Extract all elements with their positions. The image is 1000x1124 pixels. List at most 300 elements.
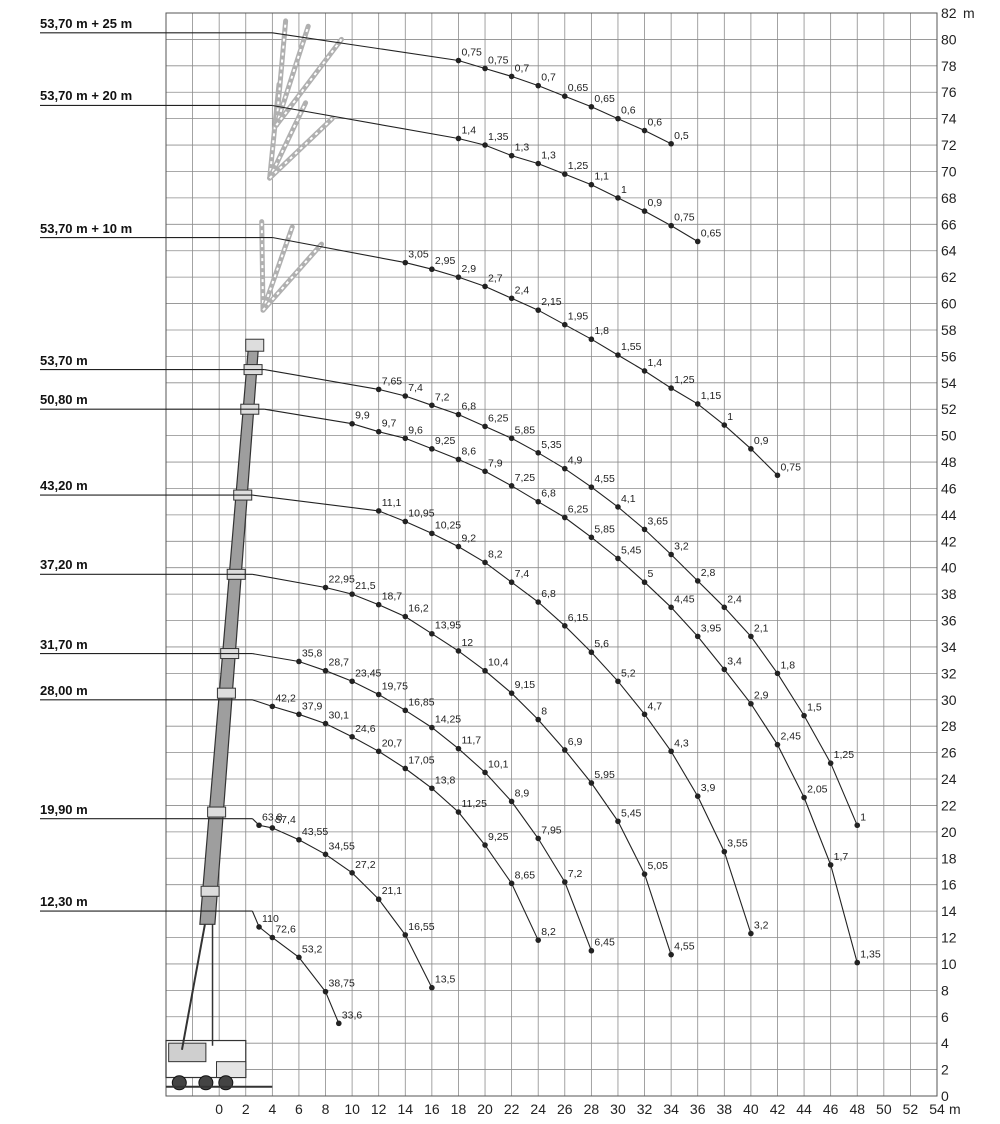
data-point (296, 659, 302, 665)
y-tick-label: 14 (941, 903, 957, 920)
crane-driver-cab (217, 1062, 246, 1078)
point-label: 0,75 (461, 46, 482, 59)
y-tick-label: 42 (941, 533, 957, 550)
x-tick-label: 34 (663, 1101, 679, 1117)
point-label: 3,65 (647, 515, 668, 528)
point-label: 5 (647, 568, 654, 581)
data-point (256, 924, 262, 930)
x-tick-label: 12 (370, 1101, 387, 1117)
point-label: 1,4 (461, 124, 477, 137)
data-point (854, 822, 860, 828)
data-point (642, 871, 648, 877)
point-label: 0,6 (647, 116, 663, 129)
data-point (376, 387, 382, 393)
point-label: 7,2 (434, 391, 450, 404)
point-label: 16,85 (408, 696, 435, 709)
data-point (615, 352, 621, 358)
boom-label: 37,20 m (40, 557, 88, 573)
data-point (668, 223, 674, 229)
point-label: 8,65 (514, 869, 536, 882)
data-point (562, 623, 568, 629)
point-label: 19,75 (381, 680, 408, 693)
data-point (402, 260, 408, 266)
point-label: 2,9 (461, 263, 477, 276)
data-point (642, 208, 648, 214)
data-point (828, 760, 834, 766)
y-tick-label: 56 (941, 348, 957, 365)
data-point (402, 932, 408, 938)
data-point (854, 960, 860, 966)
point-label: 1 (727, 411, 734, 424)
data-point (349, 591, 355, 597)
data-point (801, 795, 807, 801)
point-label: 63,8 (262, 811, 283, 824)
data-point (509, 483, 515, 489)
point-label: 6,45 (594, 936, 615, 949)
point-label: 3,2 (753, 919, 769, 932)
data-point (775, 472, 781, 478)
point-label: 20,7 (381, 737, 403, 750)
point-label: 12 (461, 636, 474, 649)
y-tick-label: 60 (941, 295, 957, 312)
data-point (589, 182, 595, 188)
point-label: 1 (860, 811, 867, 824)
boom-label: 31,70 m (40, 636, 88, 652)
point-label: 1,4 (647, 356, 663, 369)
crane-boom-collar (217, 688, 235, 698)
point-label: 10,95 (408, 507, 435, 520)
data-point (562, 93, 568, 99)
data-point (402, 393, 408, 399)
point-label: 8,2 (541, 926, 556, 939)
point-label: 0,6 (620, 104, 636, 117)
data-point (695, 793, 701, 799)
data-point (509, 881, 515, 887)
x-tick-label: 20 (477, 1101, 493, 1117)
data-point (535, 937, 541, 943)
point-label: 9,2 (461, 532, 477, 545)
data-point (456, 412, 462, 418)
y-tick-label: 4 (941, 1035, 949, 1052)
x-tick-label: 30 (610, 1101, 626, 1117)
boom-label: 53,70 m + 25 m (40, 15, 133, 31)
data-point (429, 785, 435, 791)
point-label: 16,55 (408, 920, 435, 933)
data-point (456, 809, 462, 815)
data-point (722, 849, 728, 855)
boom-label: 53,70 m + 10 m (40, 220, 133, 236)
data-point (376, 896, 382, 902)
point-label: 8,6 (461, 445, 477, 458)
point-label: 4,55 (674, 940, 695, 953)
data-point (509, 74, 515, 80)
point-label: 38,75 (328, 977, 355, 990)
y-tick-label: 28 (941, 718, 957, 735)
point-label: 1,3 (541, 149, 556, 162)
point-label: 110 (262, 912, 279, 925)
data-point (562, 879, 568, 885)
crane-boom-collar (208, 807, 226, 817)
point-label: 9,9 (355, 409, 370, 422)
y-tick-label: 76 (941, 84, 957, 101)
data-point (296, 837, 302, 843)
data-point (509, 579, 515, 585)
point-label: 17,05 (408, 754, 435, 767)
y-tick-label: 0 (941, 1088, 949, 1104)
y-tick-label: 18 (941, 850, 957, 867)
point-label: 6,8 (461, 400, 477, 413)
y-tick-label: 50 (941, 427, 957, 444)
x-tick-label: 26 (557, 1101, 573, 1117)
data-point (535, 499, 541, 505)
point-label: 10,4 (488, 656, 509, 669)
point-label: 5,35 (541, 438, 562, 451)
point-label: 2,4 (727, 593, 742, 606)
data-point (535, 161, 541, 167)
point-label: 23,45 (355, 667, 382, 680)
x-tick-label: 52 (902, 1101, 919, 1117)
data-point (535, 307, 541, 313)
point-label: 10,25 (434, 519, 462, 532)
point-label: 1,35 (860, 948, 881, 961)
point-label: 4,9 (567, 454, 583, 467)
data-point (668, 552, 674, 558)
data-point (668, 748, 674, 754)
point-label: 7,95 (541, 824, 562, 837)
data-point (323, 585, 329, 591)
y-tick-label: 72 (941, 137, 957, 154)
point-label: 2,9 (753, 689, 769, 702)
x-tick-label: 48 (849, 1101, 866, 1117)
data-point (509, 435, 515, 441)
data-point (482, 560, 488, 566)
data-point (376, 429, 382, 435)
data-point (323, 989, 329, 995)
point-label: 24,6 (355, 722, 376, 735)
crane-boom-head (246, 339, 264, 351)
x-tick-label: 6 (295, 1101, 303, 1117)
point-label: 2,95 (434, 255, 456, 268)
data-point (509, 799, 515, 805)
data-point (615, 818, 621, 824)
point-label: 5,85 (594, 523, 615, 536)
data-point (535, 717, 541, 723)
point-label: 0,9 (753, 434, 769, 447)
point-label: 6,25 (488, 412, 509, 425)
y-tick-label: 68 (941, 189, 957, 206)
data-point (668, 141, 674, 147)
point-label: 21,5 (355, 580, 376, 593)
y-tick-label: 82 (941, 5, 957, 21)
point-label: 21,1 (381, 885, 403, 898)
y-tick-label: 16 (941, 876, 957, 893)
data-point (482, 468, 488, 474)
data-point (615, 504, 621, 510)
crane-cab (169, 1043, 206, 1061)
y-tick-label: 46 (941, 480, 957, 497)
y-tick-label: 44 (941, 506, 957, 523)
point-label: 3,55 (727, 837, 748, 850)
point-label: 0,65 (594, 92, 615, 105)
data-point (642, 579, 648, 585)
data-point (642, 527, 648, 533)
data-point (589, 948, 595, 954)
data-point (296, 955, 302, 961)
point-label: 5,95 (594, 768, 615, 781)
point-label: 1,1 (594, 170, 609, 183)
data-point (429, 531, 435, 537)
point-label: 57,4 (275, 813, 296, 826)
point-label: 1 (620, 183, 627, 196)
x-tick-label: 8 (321, 1101, 330, 1117)
point-label: 9,6 (408, 424, 423, 437)
data-point (429, 725, 435, 731)
point-label: 4,45 (674, 593, 695, 606)
boom-label: 28,00 m (40, 682, 88, 698)
data-point (376, 508, 382, 514)
y-tick-label: 24 (941, 771, 957, 788)
point-label: 34,55 (328, 840, 355, 853)
data-point (642, 712, 648, 718)
point-label: 16,2 (408, 602, 429, 615)
x-tick-label: 2 (241, 1101, 250, 1117)
data-point (323, 721, 329, 727)
x-tick-label: 18 (450, 1101, 467, 1117)
point-label: 2,05 (807, 783, 828, 796)
point-label: 28,7 (328, 656, 349, 669)
y-tick-label: 52 (941, 401, 957, 418)
data-point (695, 634, 701, 640)
point-label: 13,5 (434, 973, 456, 986)
data-point (456, 274, 462, 280)
data-point (615, 556, 621, 562)
boom-label: 19,90 m (40, 801, 88, 817)
point-label: 22,95 (328, 573, 355, 586)
y-tick-label: 26 (941, 744, 957, 761)
data-point (482, 424, 488, 430)
point-label: 9,7 (381, 417, 397, 430)
point-label: 35,8 (301, 647, 323, 660)
point-label: 6,25 (567, 503, 589, 516)
point-label: 3,95 (700, 622, 722, 635)
point-label: 7,2 (567, 868, 583, 881)
point-label: 1,55 (620, 341, 642, 354)
point-label: 3,4 (727, 655, 742, 668)
data-point (642, 368, 648, 374)
point-label: 0,7 (514, 62, 530, 75)
x-tick-label: 14 (397, 1101, 414, 1117)
point-label: 27,2 (355, 858, 376, 871)
data-point (256, 822, 262, 828)
point-label: 3,05 (408, 248, 429, 261)
data-point (748, 931, 754, 937)
data-point (695, 578, 701, 584)
data-point (589, 780, 595, 786)
y-tick-label: 34 (941, 638, 957, 655)
point-label: 1,3 (514, 141, 530, 154)
point-label: 6,8 (541, 487, 556, 500)
boom-label: 53,70 m + 20 m (40, 88, 133, 104)
point-label: 43,55 (301, 825, 329, 838)
point-label: 1,95 (567, 310, 589, 323)
data-point (535, 450, 541, 456)
y-tick-label: 62 (941, 269, 957, 286)
data-point (535, 599, 541, 605)
data-point (589, 649, 595, 655)
point-label: 4,3 (674, 737, 689, 750)
y-tick-label: 22 (941, 797, 957, 814)
y-tick-label: 38 (941, 586, 957, 603)
point-label: 7,9 (488, 457, 503, 470)
point-label: 5,45 (620, 544, 642, 557)
boom-label: 53,70 m (40, 352, 88, 368)
point-label: 5,85 (514, 424, 536, 437)
point-label: 6,8 (541, 588, 556, 601)
point-label: 2,45 (780, 730, 801, 743)
x-tick-label: 4 (268, 1101, 277, 1117)
data-point (562, 322, 568, 328)
data-point (323, 852, 329, 858)
point-label: 2,1 (753, 622, 769, 635)
data-point (695, 239, 701, 245)
y-tick-label: 2 (941, 1061, 949, 1078)
data-point (562, 515, 568, 521)
data-point (402, 435, 408, 441)
point-label: 5,05 (647, 860, 668, 873)
data-point (323, 668, 329, 674)
data-point (748, 634, 754, 640)
x-tick-label: 40 (743, 1101, 759, 1117)
y-tick-label: 54 (941, 374, 957, 391)
data-point (349, 870, 355, 876)
point-label: 3,9 (700, 782, 716, 795)
point-label: 1,15 (700, 389, 722, 402)
boom-label: 12,30 m (40, 894, 88, 910)
point-label: 0,65 (567, 82, 589, 95)
x-tick-label: 24 (530, 1101, 546, 1117)
point-label: 2,8 (700, 566, 716, 579)
point-label: 0,7 (541, 71, 556, 84)
data-point (456, 544, 462, 550)
y-tick-label: 70 (941, 163, 957, 180)
point-label: 33,6 (341, 1009, 363, 1022)
data-point (589, 535, 595, 541)
data-point (456, 457, 462, 463)
point-label: 10,1 (488, 758, 509, 771)
point-label: 0,9 (647, 197, 663, 210)
point-label: 7,65 (381, 375, 403, 388)
point-label: 0,75 (780, 461, 801, 474)
x-tick-label: 36 (689, 1101, 706, 1117)
point-label: 8 (541, 705, 548, 718)
point-label: 1,25 (674, 374, 695, 387)
point-label: 53,2 (301, 943, 323, 956)
point-label: 13,8 (434, 774, 456, 787)
point-label: 1,35 (488, 131, 509, 144)
data-point (695, 401, 701, 407)
point-label: 11,7 (461, 734, 482, 747)
data-point (296, 712, 302, 718)
data-point (456, 648, 462, 654)
y-tick-label: 48 (941, 454, 957, 471)
x-tick-label: 44 (796, 1101, 812, 1117)
point-label: 30,1 (328, 709, 349, 722)
point-label: 6,15 (567, 611, 589, 624)
data-point (589, 484, 595, 490)
data-point (615, 678, 621, 684)
crane-jib (262, 222, 263, 310)
data-point (456, 746, 462, 752)
data-point (775, 671, 781, 677)
data-point (509, 690, 515, 696)
point-label: 0,5 (674, 129, 689, 142)
data-point (349, 678, 355, 684)
y-tick-label: 80 (941, 31, 957, 48)
data-point (429, 402, 435, 408)
data-point (722, 422, 728, 428)
point-label: 3,2 (674, 540, 689, 553)
point-label: 1,8 (780, 659, 796, 672)
data-point (270, 704, 276, 710)
point-label: 13,95 (434, 619, 462, 632)
data-point (482, 284, 488, 290)
crane-boom-collar (201, 886, 219, 896)
data-point (642, 128, 648, 134)
point-label: 14,25 (434, 713, 462, 726)
y-tick-label: 10 (941, 955, 957, 972)
point-label: 7,4 (514, 568, 530, 581)
data-point (349, 421, 355, 427)
point-label: 42,2 (275, 692, 296, 705)
x-tick-label: 54 (929, 1101, 945, 1117)
point-label: 2,4 (514, 284, 530, 297)
data-point (429, 631, 435, 637)
point-label: 1,5 (807, 701, 822, 714)
x-axis-ticks (215, 1101, 960, 1117)
data-point (668, 605, 674, 611)
x-tick-label: 16 (424, 1101, 440, 1117)
data-point (509, 295, 515, 301)
point-label: 9,25 (488, 831, 509, 844)
data-point (482, 66, 488, 72)
data-point (376, 692, 382, 698)
y-tick-label: 74 (941, 110, 957, 127)
point-label: 72,6 (275, 923, 296, 936)
point-label: 5,6 (594, 638, 609, 651)
data-point (828, 862, 834, 868)
point-label: 1,25 (833, 749, 855, 762)
data-point (589, 104, 595, 110)
data-point (562, 171, 568, 177)
y-tick-label: 64 (941, 242, 957, 259)
y-tick-label: 32 (941, 665, 957, 682)
point-label: 7,4 (408, 382, 423, 395)
point-label: 11,1 (381, 496, 402, 509)
point-label: 1,25 (567, 160, 589, 173)
y-tick-label: 36 (941, 612, 957, 629)
data-point (402, 519, 408, 525)
boom-label: 50,80 m (40, 392, 88, 408)
data-point (456, 58, 462, 64)
data-point (562, 466, 568, 472)
data-point (482, 668, 488, 674)
data-point (615, 116, 621, 122)
point-label: 8,2 (488, 548, 503, 561)
data-point (482, 770, 488, 776)
y-tick-label: 8 (941, 982, 949, 999)
y-tick-label: 40 (941, 559, 957, 576)
data-point (336, 1021, 342, 1027)
